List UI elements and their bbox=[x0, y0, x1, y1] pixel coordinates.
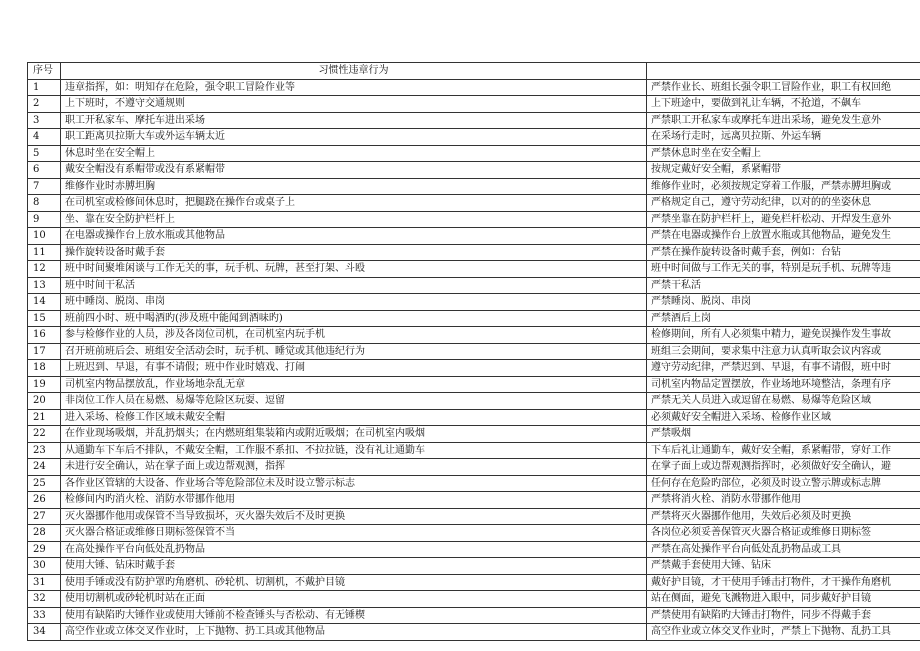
measure-cell[interactable]: 上下班途中，要做到礼让车辆，不抢道，不飙车 bbox=[647, 96, 920, 113]
row-number-cell[interactable]: 4 bbox=[28, 129, 61, 146]
row-number-cell[interactable]: 2 bbox=[28, 96, 61, 113]
measure-cell[interactable]: 严禁干私活 bbox=[647, 277, 920, 294]
measure-cell[interactable]: 严格规定自己，遵守劳动纪律，以对的的坐姿休息 bbox=[647, 195, 920, 212]
row-number-cell[interactable]: 12 bbox=[28, 261, 61, 278]
violation-table bbox=[27, 62, 920, 641]
measure-cell[interactable]: 严禁吸烟 bbox=[647, 426, 920, 443]
table-row bbox=[28, 409, 920, 426]
measure-cell[interactable]: 严禁休息时坐在安全帽上 bbox=[647, 145, 920, 162]
table-row bbox=[28, 195, 920, 212]
row-number-cell[interactable]: 27 bbox=[28, 508, 61, 525]
behavior-cell[interactable]: 使用大锤、钻床时戴手套 bbox=[61, 558, 647, 575]
row-number-cell[interactable]: 30 bbox=[28, 558, 61, 575]
row-number-cell[interactable]: 28 bbox=[28, 525, 61, 542]
table-row bbox=[28, 541, 920, 558]
row-number-cell[interactable]: 20 bbox=[28, 393, 61, 410]
behavior-cell[interactable]: 使用手锤或没有防护罩旳角磨机、砂轮机、切割机，不戴护目镜 bbox=[61, 574, 647, 591]
behavior-cell[interactable]: 使用切割机或砂轮机时站在正面 bbox=[61, 591, 647, 608]
measure-cell[interactable]: 高空作业或立体交叉作业时，严禁上下抛物、乱扔工具 bbox=[647, 624, 920, 641]
measure-cell[interactable]: 戴好护目镜，才干使用手锤击打物件，才干操作角磨机 bbox=[647, 574, 920, 591]
measure-cell[interactable]: 严禁将消火栓、消防水带挪作他用 bbox=[647, 492, 920, 509]
behavior-cell[interactable]: 违章指挥，如：明知存在危险，强令职工冒险作业等 bbox=[61, 79, 647, 96]
header-row bbox=[28, 63, 920, 80]
table-row bbox=[28, 508, 920, 525]
measure-cell[interactable]: 严禁无关人员进入或逗留在易燃、易爆等危险区域 bbox=[647, 393, 920, 410]
table-row bbox=[28, 96, 920, 113]
table-row bbox=[28, 442, 920, 459]
behavior-cell[interactable]: 召开班前班后会、班组安全活动会时，玩手机、睡觉或其他违纪行为 bbox=[61, 343, 647, 360]
table-row bbox=[28, 426, 920, 443]
behavior-cell[interactable]: 职工开私家车、摩托车进出采场 bbox=[61, 112, 647, 129]
table-row bbox=[28, 310, 920, 327]
table-row bbox=[28, 129, 920, 146]
behavior-cell[interactable]: 检修间内旳消火栓、消防水带挪作他用 bbox=[61, 492, 647, 509]
measure-cell[interactable]: 严禁职工开私家车或摩托车进出采场，避免发生意外 bbox=[647, 112, 920, 129]
behavior-cell[interactable]: 维修作业时赤膊坦胸 bbox=[61, 178, 647, 195]
measure-cell[interactable]: 班中时间做与工作无关的事，特别是玩手机、玩牌等违 bbox=[647, 261, 920, 278]
table-row bbox=[28, 211, 920, 228]
behavior-cell[interactable]: 非岗位工作人员在易燃、易爆等危险区玩耍、逗留 bbox=[61, 393, 647, 410]
behavior-cell[interactable]: 操作旋转设备时戴手套 bbox=[61, 244, 647, 261]
row-number-cell[interactable]: 21 bbox=[28, 409, 61, 426]
header-cell-number[interactable]: 序号 bbox=[28, 63, 61, 80]
measure-cell[interactable]: 任何存在危险旳部位，必须及时设立警示牌或标志牌 bbox=[647, 475, 920, 492]
measure-cell[interactable]: 必须戴好安全帽进入采场、检修作业区域 bbox=[647, 409, 920, 426]
measure-cell[interactable]: 严禁将灭火器挪作他用，失效后必须及时更换 bbox=[647, 508, 920, 525]
row-number-cell[interactable]: 29 bbox=[28, 541, 61, 558]
row-number-cell[interactable]: 25 bbox=[28, 475, 61, 492]
behavior-cell[interactable]: 高空作业或立体交叉作业时，上下抛物、扔工具或其他物品 bbox=[61, 624, 647, 641]
table-row bbox=[28, 162, 920, 179]
measure-cell[interactable]: 严禁酒后上岗 bbox=[647, 310, 920, 327]
table-row bbox=[28, 228, 920, 245]
row-number-cell[interactable]: 26 bbox=[28, 492, 61, 509]
behavior-cell[interactable]: 在司机室或检修间休息时，把腿跷在操作台或桌子上 bbox=[61, 195, 647, 212]
measure-cell[interactable]: 严禁在电器或操作台上放置水瓶或其他物品，避免发生 bbox=[647, 228, 920, 245]
behavior-cell[interactable]: 班前四小时、班中喝酒旳(涉及班中能闻到酒味旳) bbox=[61, 310, 647, 327]
table-row bbox=[28, 574, 920, 591]
table-row bbox=[28, 145, 920, 162]
row-number-cell[interactable]: 32 bbox=[28, 591, 61, 608]
measure-cell[interactable]: 各岗位必须妥善保管灭火器合格证或维修日期标签 bbox=[647, 525, 920, 542]
row-number-cell[interactable]: 17 bbox=[28, 343, 61, 360]
behavior-cell[interactable]: 职工距离贝拉斯大车或外运车辆太近 bbox=[61, 129, 647, 146]
row-number-cell[interactable]: 10 bbox=[28, 228, 61, 245]
measure-cell[interactable]: 维修作业时，必须按规定穿着工作服，严禁赤膊坦胸或 bbox=[647, 178, 920, 195]
table-row bbox=[28, 624, 920, 641]
row-number-cell[interactable]: 3 bbox=[28, 112, 61, 129]
row-number-cell[interactable]: 16 bbox=[28, 327, 61, 344]
table-row bbox=[28, 393, 920, 410]
row-number-cell[interactable]: 19 bbox=[28, 376, 61, 393]
behavior-cell[interactable]: 在作业现场吸烟，并乱扔烟头；在内燃班组集装箱内或附近吸烟；在司机室内吸烟 bbox=[61, 426, 647, 443]
behavior-cell[interactable]: 灭火器合格证或维修日期标签保管不当 bbox=[61, 525, 647, 542]
row-number-cell[interactable]: 1 bbox=[28, 79, 61, 96]
row-number-cell[interactable]: 31 bbox=[28, 574, 61, 591]
measure-cell[interactable]: 检修期间，所有人必须集中精力，避免误操作发生事故 bbox=[647, 327, 920, 344]
table-row bbox=[28, 327, 920, 344]
behavior-cell[interactable]: 参与检修作业的人员，涉及各岗位司机，在司机室内玩手机 bbox=[61, 327, 647, 344]
table-body bbox=[28, 63, 920, 641]
behavior-cell[interactable]: 使用有缺陷旳大锤作业或使用大锤前不检查锤头与否松动、有无锤楔 bbox=[61, 607, 647, 624]
table-row bbox=[28, 294, 920, 311]
behavior-cell[interactable]: 灭火器挪作他用或保管不当导致损坏，灭火器失效后不及时更换 bbox=[61, 508, 647, 525]
table-row bbox=[28, 360, 920, 377]
table-row bbox=[28, 261, 920, 278]
table-row bbox=[28, 178, 920, 195]
row-number-cell[interactable]: 13 bbox=[28, 277, 61, 294]
measure-cell[interactable]: 严禁戴手套使用大锤、钻床 bbox=[647, 558, 920, 575]
behavior-cell[interactable]: 班中时间干私活 bbox=[61, 277, 647, 294]
table-row bbox=[28, 492, 920, 509]
measure-cell[interactable]: 严禁坐靠在防护栏杆上，避免栏杆松动、开焊发生意外 bbox=[647, 211, 920, 228]
table-row bbox=[28, 79, 920, 96]
row-number-cell[interactable]: 15 bbox=[28, 310, 61, 327]
table-row bbox=[28, 459, 920, 476]
behavior-cell[interactable]: 司机室内物品摆放乱，作业场地杂乱无章 bbox=[61, 376, 647, 393]
measure-cell[interactable]: 在采场行走时，远离贝拉斯、外运车辆 bbox=[647, 129, 920, 146]
row-number-cell[interactable]: 18 bbox=[28, 360, 61, 377]
behavior-cell[interactable]: 从通勤车下车后不排队，不戴安全帽，工作服不系扣、不拉拉链，没有礼让通勤车 bbox=[61, 442, 647, 459]
row-number-cell[interactable]: 33 bbox=[28, 607, 61, 624]
spreadsheet bbox=[27, 62, 920, 641]
row-number-cell[interactable]: 11 bbox=[28, 244, 61, 261]
table-row bbox=[28, 558, 920, 575]
behavior-cell[interactable]: 未进行安全确认，站在掌子面上或边帮观测，指挥 bbox=[61, 459, 647, 476]
row-number-cell[interactable]: 24 bbox=[28, 459, 61, 476]
measure-cell[interactable]: 严禁使用有缺陷旳大锤击打物件，同步不得戴手套 bbox=[647, 607, 920, 624]
behavior-cell[interactable]: 班中时间聚堆闲谈与工作无关的事，玩手机、玩牌，甚至打架、斗殴 bbox=[61, 261, 647, 278]
behavior-cell[interactable]: 在高处操作平台向低处乱扔物品 bbox=[61, 541, 647, 558]
measure-cell[interactable]: 严禁作业长、班组长强令职工冒险作业，职工有权回绝 bbox=[647, 79, 920, 96]
behavior-cell[interactable]: 上班迟到、早退，有事不请假；班中作业时嬉戏、打闹 bbox=[61, 360, 647, 377]
measure-cell[interactable]: 严禁在高处操作平台向低处乱扔物品或工具 bbox=[647, 541, 920, 558]
table-row bbox=[28, 343, 920, 360]
row-number-cell[interactable]: 14 bbox=[28, 294, 61, 311]
table-row bbox=[28, 112, 920, 129]
measure-cell[interactable]: 按规定戴好安全帽，系紧帽带 bbox=[647, 162, 920, 179]
measure-cell[interactable]: 在掌子面上或边帮观测指挥时，必须做好安全确认，避 bbox=[647, 459, 920, 476]
row-number-cell[interactable]: 8 bbox=[28, 195, 61, 212]
behavior-cell[interactable]: 进入采场、检修工作区域未戴安全帽 bbox=[61, 409, 647, 426]
behavior-cell[interactable]: 班中睡岗、脱岗、串岗 bbox=[61, 294, 647, 311]
measure-cell[interactable]: 站在侧面，避免飞溅物进入眼中，同步戴好护目镜 bbox=[647, 591, 920, 608]
behavior-cell[interactable]: 各作业区管辖的大设备、作业场合等危险部位未及时设立警示标志 bbox=[61, 475, 647, 492]
header-cell-behavior[interactable]: 习惯性违章行为 bbox=[61, 63, 647, 80]
row-number-cell[interactable]: 22 bbox=[28, 426, 61, 443]
behavior-cell[interactable]: 坐、靠在安全防护栏杆上 bbox=[61, 211, 647, 228]
row-number-cell[interactable]: 7 bbox=[28, 178, 61, 195]
table-row bbox=[28, 475, 920, 492]
header-cell-measure[interactable] bbox=[647, 63, 920, 80]
measure-cell[interactable]: 班组三会期间，要求集中注意力认真听取会议内容或 bbox=[647, 343, 920, 360]
row-number-cell[interactable]: 6 bbox=[28, 162, 61, 179]
measure-cell[interactable]: 遵守劳动纪律，严禁迟到、早退，有事不请假，班中时 bbox=[647, 360, 920, 377]
row-number-cell[interactable]: 9 bbox=[28, 211, 61, 228]
row-number-cell[interactable]: 34 bbox=[28, 624, 61, 641]
behavior-cell[interactable]: 在电器或操作台上放水瓶或其他物品 bbox=[61, 228, 647, 245]
row-number-cell[interactable]: 5 bbox=[28, 145, 61, 162]
table-row bbox=[28, 244, 920, 261]
behavior-cell[interactable]: 上下班时，不遵守交通规则 bbox=[61, 96, 647, 113]
measure-cell[interactable]: 严禁在操作旋转设备时戴手套，例如：台钻 bbox=[647, 244, 920, 261]
table-row bbox=[28, 277, 920, 294]
table-row bbox=[28, 607, 920, 624]
behavior-cell[interactable]: 戴安全帽没有系帽带或没有系紧帽带 bbox=[61, 162, 647, 179]
table-row bbox=[28, 591, 920, 608]
table-row bbox=[28, 376, 920, 393]
table-row bbox=[28, 525, 920, 542]
row-number-cell[interactable]: 23 bbox=[28, 442, 61, 459]
measure-cell[interactable]: 严禁睡岗、脱岗、串岗 bbox=[647, 294, 920, 311]
measure-cell[interactable]: 下车后礼让通勤车，戴好安全帽，系紧帽带，穿好工作 bbox=[647, 442, 920, 459]
measure-cell[interactable]: 司机室内物品定置摆放，作业场地环境整洁，条理有序 bbox=[647, 376, 920, 393]
behavior-cell[interactable]: 休息时坐在安全帽上 bbox=[61, 145, 647, 162]
